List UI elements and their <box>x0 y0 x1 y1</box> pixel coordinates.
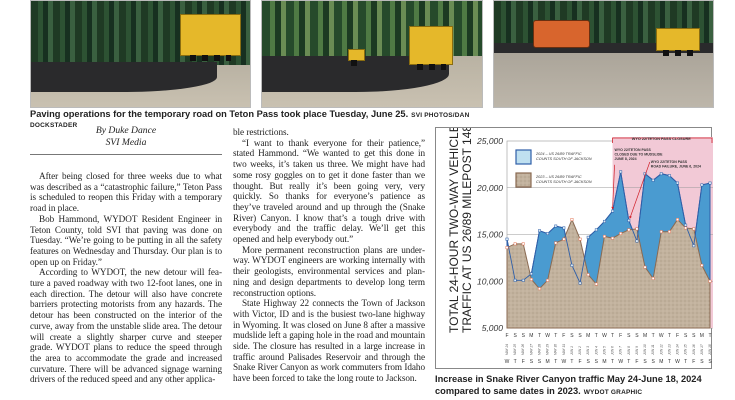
point-2023 <box>619 232 621 234</box>
x-date-label: JUN 14 <box>675 344 680 355</box>
x-date-label: JUN 3 <box>586 346 591 355</box>
x-day-2024: T <box>554 333 558 339</box>
legend-swatch-2024 <box>516 150 531 164</box>
legend-label: COUNTS SOUTH OF JACKSON <box>536 157 592 161</box>
x-day-2024: T <box>537 333 542 339</box>
point-2023 <box>603 235 605 237</box>
x-day-2023: T <box>684 359 688 365</box>
y-tick-label: 20,000 <box>477 182 503 193</box>
legend-label: 2024 – US 26/89 TRAFFIC <box>536 152 582 156</box>
point-2024 <box>530 273 532 275</box>
byline-divider <box>30 154 222 155</box>
x-date-label: JUN 10 <box>643 344 648 355</box>
point-2023 <box>636 228 638 230</box>
x-date-label: MAY 27 <box>529 343 534 355</box>
x-day-2023: S <box>643 359 647 365</box>
point-2023 <box>571 218 573 220</box>
yellow-roller <box>656 28 700 51</box>
point-2024 <box>611 210 613 212</box>
x-date-label: JUN 9 <box>634 346 639 355</box>
x-date-label: JUN 17 <box>699 344 704 355</box>
x-day-2024: S <box>635 333 639 339</box>
point-2024 <box>660 173 662 175</box>
x-day-2024: S <box>578 333 582 339</box>
y-tick-label: 15,000 <box>477 229 503 240</box>
point-2023 <box>587 274 589 276</box>
point-2023 <box>530 278 532 280</box>
x-date-label: JUN 8 <box>626 346 631 355</box>
paragraph-continuation: ble restrictions. <box>233 127 289 137</box>
dump-truck <box>180 14 241 56</box>
x-day-2024: W <box>602 333 607 339</box>
point-2024 <box>676 182 678 184</box>
point-2024 <box>701 184 703 186</box>
x-day-2024: T <box>708 333 712 339</box>
x-day-2024: W <box>658 333 664 339</box>
point-2024 <box>595 229 597 231</box>
photo-credit: SVI PHOTOS/DAN DOCKSTADER <box>30 112 470 129</box>
point-2024 <box>555 225 557 227</box>
point-2023 <box>506 246 508 248</box>
photo-paved-curve <box>261 0 483 108</box>
article-column-1 <box>30 171 222 385</box>
point-2024 <box>506 238 508 240</box>
annotation-text: WYO 22/TETON PASS <box>650 160 688 164</box>
point-2023 <box>538 288 540 290</box>
point-2023 <box>522 243 524 245</box>
x-date-label: JUN 2 <box>578 346 583 355</box>
x-date-label: JUN 5 <box>602 346 607 355</box>
legend-swatch-2023 <box>516 173 531 187</box>
asphalt <box>31 62 217 92</box>
gravel-ground <box>494 48 713 107</box>
x-day-2024: M <box>529 333 534 339</box>
x-day-2024: S <box>683 333 688 339</box>
point-2024 <box>709 182 711 184</box>
x-day-2023: W <box>561 359 567 365</box>
point-2024 <box>579 282 581 284</box>
closure-label: WYO 22/TETON PASS CLOSURE <box>631 137 691 141</box>
point-2024 <box>603 220 605 222</box>
x-day-2023: T <box>611 359 615 365</box>
x-day-2023: S <box>700 359 704 365</box>
x-day-2023: S <box>594 359 598 365</box>
dump-truck <box>409 26 453 64</box>
x-day-2023: T <box>513 359 517 365</box>
point-2024 <box>587 236 589 238</box>
x-date-label: JUN 6 <box>610 346 615 355</box>
photo-caption-text: Paving operations for the temporary road on Teton Pass took place Tuesday, June 25. <box>30 109 409 119</box>
x-day-2024: W <box>545 333 550 339</box>
point-2024 <box>668 174 670 176</box>
chart-credit: WYDOT GRAPHIC <box>583 389 643 396</box>
annotation-text: ROAD FAILURE, JUNE 6, 2024 <box>650 164 701 169</box>
point-2023 <box>579 238 581 240</box>
point-2023 <box>701 264 703 266</box>
point-2024 <box>514 279 516 281</box>
point-2024 <box>636 240 638 242</box>
x-date-label: JUN 7 <box>618 346 623 355</box>
x-day-2023: F <box>521 359 525 365</box>
point-2023 <box>611 237 613 239</box>
paragraph: Bob Hammond, WYDOT Resident Engineer in Teton County, told SVI that paving was done on Tuesday. “We’re going to be putting in all the safety features on Wednesday and Thursday. Our plan is to open up on Friday.” <box>30 213 222 267</box>
chart-caption <box>435 373 715 399</box>
x-day-2024: F <box>675 333 680 339</box>
x-day-2023: S <box>708 359 712 365</box>
point-2024 <box>563 227 565 229</box>
x-day-2023: T <box>570 359 574 365</box>
x-day-2023: S <box>586 359 590 365</box>
point-2024 <box>546 232 548 234</box>
point-2024 <box>571 264 573 266</box>
x-day-2024: T <box>651 333 655 339</box>
point-2024 <box>652 179 654 181</box>
x-day-2024: T <box>667 333 671 339</box>
x-day-2023: F <box>692 359 696 365</box>
point-2023 <box>563 238 565 240</box>
point-2024 <box>522 279 524 281</box>
x-day-2024: F <box>562 333 566 339</box>
point-2023 <box>684 227 686 229</box>
x-day-2023: F <box>635 359 639 365</box>
point-2023 <box>628 229 630 231</box>
point-2023 <box>693 228 695 230</box>
x-day-2023: M <box>545 359 550 365</box>
point-2023 <box>555 242 557 244</box>
x-day-2024: S <box>521 333 525 339</box>
y-tick-label: 25,000 <box>477 136 503 146</box>
roller <box>348 49 366 62</box>
photo-paving-crew <box>30 0 251 108</box>
point-2023 <box>514 243 516 245</box>
point-2024 <box>538 230 540 232</box>
byline <box>30 125 222 148</box>
annotation-text: CLOSED DUE TO MUDSLIDE <box>614 152 663 157</box>
x-date-label: JUN 15 <box>683 344 688 355</box>
x-day-2024: T <box>594 333 598 339</box>
chart-caption-text: Increase in Snake River Canyon traffic May 24-June 18, 2024 compared to same dates in 2023. <box>435 374 702 396</box>
x-day-2023: F <box>578 359 582 365</box>
legend-label: 2023 – US 26/89 TRAFFIC <box>536 175 582 179</box>
x-day-2024: S <box>627 333 631 339</box>
x-day-2024: F <box>619 333 623 339</box>
x-day-2024: T <box>611 333 615 339</box>
x-day-2023: W <box>618 359 624 365</box>
chart-title: TRAFFIC AT US 26/89 MILEPOST 148.7 <box>460 128 474 333</box>
article-column-2 <box>233 127 425 384</box>
paragraph: “I want to thank everyone for their patience,” stated Hammond. “We wanted to get this done in two weeks, it’s taken us three. We might have had some rosy goggles on to get it done faster than we thought. But really it’s been going very, very quickly. So thanks for everyone’s patience as they’ve traveled around and up through the (Snake River) Canyon. I know that’s a tough drive with everybody and the traffic delay. We’ll get this opened and help everybody out.” <box>233 137 425 245</box>
annotation-text: JUNE 8, 2024 <box>614 157 637 162</box>
paragraph: After being closed for three weeks due to what was described as a “catastrophic failure,” Teton Pass is scheduled to reopen this Friday with a temporary road in place. <box>30 171 222 214</box>
point-2024 <box>628 219 630 221</box>
x-day-2024: F <box>505 333 509 339</box>
point-2023 <box>668 230 670 232</box>
x-date-label: JUN 13 <box>667 344 672 355</box>
point-2023 <box>652 277 654 279</box>
x-day-2024: M <box>699 333 704 339</box>
x-day-2023: T <box>627 359 631 365</box>
x-day-2023: M <box>659 359 664 365</box>
byline-author: By Duke Dance <box>95 125 157 136</box>
traffic-chart <box>435 127 712 369</box>
x-day-2024: S <box>513 333 517 339</box>
x-day-2023: S <box>529 359 534 365</box>
x-day-2023: T <box>667 359 671 365</box>
x-day-2023: S <box>537 359 542 365</box>
x-date-label: JUN 1 <box>569 346 574 355</box>
legend-label: COUNTS SOUTH OF JACKSON <box>536 180 592 184</box>
photo-rollers <box>493 0 714 108</box>
point-2023 <box>660 230 662 232</box>
x-day-2024: S <box>692 333 696 339</box>
x-day-2023: W <box>675 359 680 365</box>
point-2023 <box>595 283 597 285</box>
x-date-label: JUN 4 <box>594 346 599 355</box>
x-date-label: JUN 11 <box>651 344 656 355</box>
traffic-chart-svg <box>436 128 713 370</box>
point-2024 <box>619 171 621 173</box>
paragraph: More permanent reconstruction plans are underway. WYDOT engineers are working internally with their geologists, environmental services and planning and design departments to develop long term reconstruction options. <box>233 244 425 298</box>
x-date-label: JUN 18 <box>708 344 712 355</box>
x-date-label: MAY 24 <box>505 343 509 355</box>
chart-title: TOTAL 24-HOUR TWO-WAY VEHICLE <box>447 128 461 333</box>
x-date-label: JUN 12 <box>659 344 664 355</box>
x-day-2023: T <box>554 359 558 365</box>
x-day-2024: M <box>642 333 648 339</box>
x-date-label: JUN 16 <box>691 344 696 355</box>
point-2023 <box>644 266 646 268</box>
x-day-2023: M <box>602 359 607 365</box>
paragraph: State Highway 22 connects the Town of Jackson with Victor, ID and is the busiest two-lane highway in Wyoming. It was closed on June 8 after a massive mudslide left a gaping hole in the road and mountain side. The closure has resulted in a large increase in traffic around Palisades Reservoir and through the Snake River Canyon as work commuters from Idaho have been forced to take the long route to Jackson. <box>233 298 425 384</box>
x-date-label: MAY 26 <box>521 343 526 355</box>
annotation-text: WYO 22/TETON PASS <box>614 148 651 152</box>
y-tick-label: 10,000 <box>477 276 503 287</box>
y-tick-label: 5,000 <box>481 323 503 333</box>
point-2023 <box>546 279 548 281</box>
x-date-label: MAY 28 <box>537 343 542 355</box>
x-day-2023: W <box>504 359 510 365</box>
point-2024 <box>693 245 695 247</box>
byline-org: SVI Media <box>105 136 147 148</box>
x-date-label: MAY 31 <box>561 343 566 355</box>
orange-roller <box>533 20 590 48</box>
x-date-label: MAY 30 <box>553 343 558 355</box>
paragraph: According to WYDOT, the new detour will feature a paved roadway with two 12-foot lanes, one in each direction. The detour will also have concrete barriers protecting motorists from any hazards. The detour has been constructed on the interior of the curve, away from the unstable slide area. The detour will create a slightly sharper curve and steeper grade. WYDOT plans to reduce the speed through the area to accommodate the grade and increased curvature. There will be advanced signage warning drivers of the reduced speed and any other applica- <box>30 267 222 385</box>
x-day-2024: S <box>570 333 574 339</box>
x-day-2023: S <box>651 359 655 365</box>
point-2023 <box>676 218 678 220</box>
point-2023 <box>709 280 711 282</box>
x-date-label: MAY 29 <box>545 343 550 355</box>
point-2024 <box>684 224 686 226</box>
x-day-2024: M <box>586 333 591 339</box>
x-date-label: MAY 25 <box>513 343 518 355</box>
